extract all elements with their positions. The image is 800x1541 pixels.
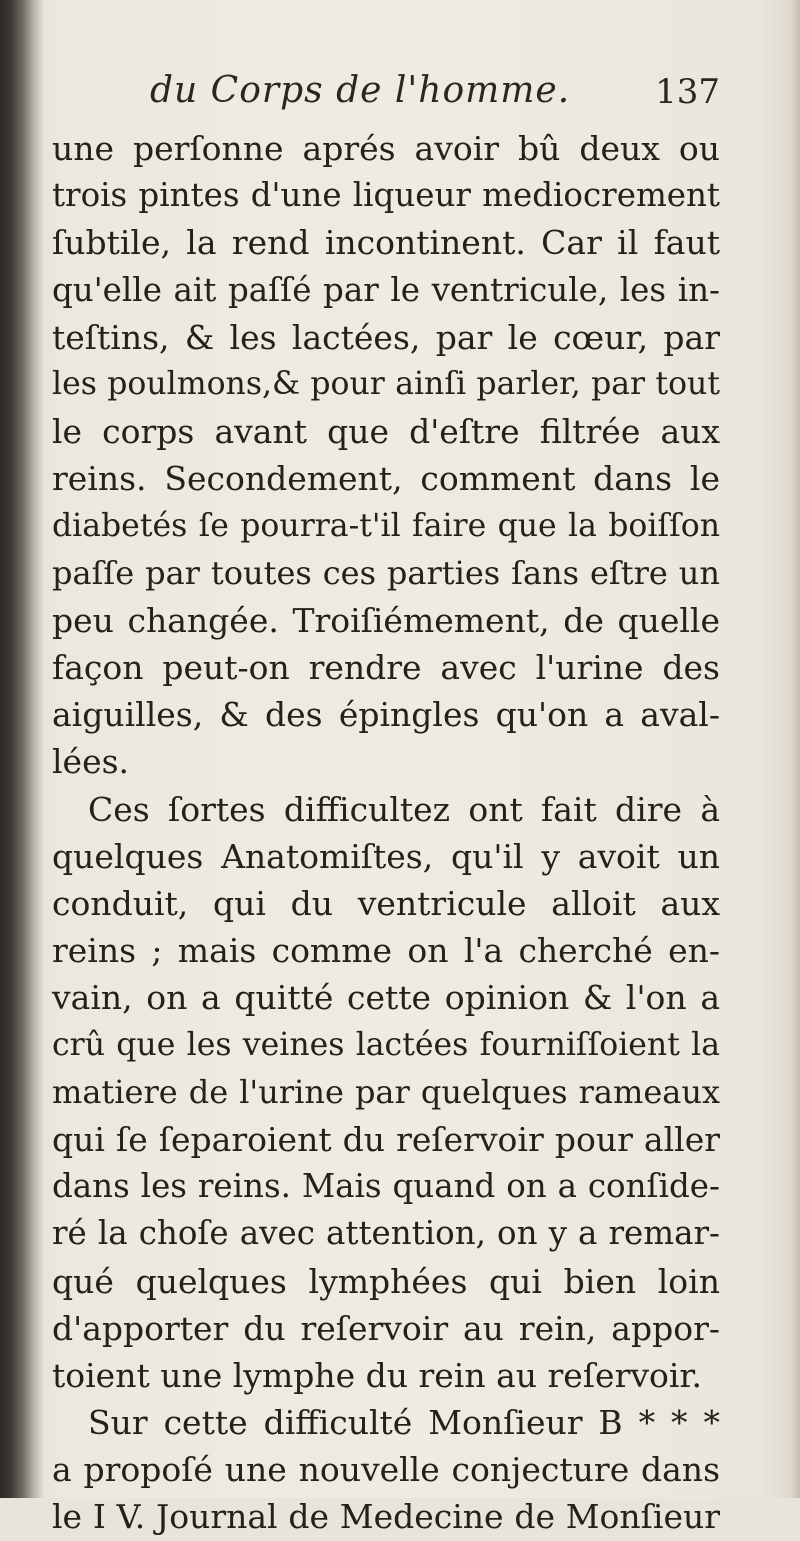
text-line: qué quelques lymphées qui bien loin (52, 1261, 720, 1301)
text-line: matiere de l'urine par quelques rameaux (52, 1072, 720, 1111)
text-line: trois pintes d'une liqueur mediocrement (52, 176, 720, 215)
text-line: conduit, qui du ventricule alloit aux (52, 884, 720, 923)
text-line: crû que les veines lactées fourniſſoient la (52, 1026, 720, 1063)
text-line: aiguilles, & des épingles qu'on a aval- (52, 695, 720, 735)
text-line: diabetés ſe pourra-t'il faire que la boiſſon (52, 507, 720, 544)
text-line: toient une lymphe du rein au reſervoir. (52, 1355, 703, 1395)
text-line: paſſe par toutes ces parties ſans eſtre un (52, 553, 720, 592)
running-title: du Corps de l'homme. (150, 70, 571, 111)
page-binding-shadow (0, 0, 44, 1498)
text-line: dans les reins. Mais quand on a conſide- (52, 1167, 720, 1206)
running-head (150, 70, 720, 120)
text-line: peu changée. Troiſiémement, de quelle (52, 600, 720, 640)
page-number: 137 (655, 72, 720, 112)
text-line: Sur cette difficulté Monſieur B * * * (88, 1403, 720, 1443)
text-line: a propoſé une nouvelle conjecture dans (52, 1450, 720, 1490)
text-line: vain, on a quitté cette opinion & l'on a (52, 978, 720, 1018)
text-line: façon peut-on rendre avec l'urine des (52, 648, 720, 688)
text-line: ré la choſe avec attention, on y a remar- (52, 1214, 720, 1253)
text-line: les poulmons,& pour ainſi parler, par tout (52, 365, 720, 402)
text-line: une perſonne aprés avoir bû deux ou (52, 129, 720, 168)
text-line: d'apporter du reſervoir au rein, appor- (52, 1308, 720, 1348)
text-line: lées. (52, 742, 130, 782)
text-line: le corps avant que d'eſtre filtrée aux (52, 412, 720, 452)
text-line: reins. Secondement, comment dans le (52, 459, 720, 499)
text-line: quelques Anatomiſtes, qu'il y avoit un (52, 836, 720, 876)
text-line: Ces ſortes difficultez ont fait dire à (88, 789, 720, 829)
text-line: le I V. Journal de Medecine de Monſieur (52, 1497, 720, 1537)
page-edge (790, 0, 800, 1498)
text-line: qui ſe ſeparoient du reſervoir pour aller (52, 1119, 720, 1159)
text-line: reins ; mais comme on l'a cherché en- (52, 931, 720, 971)
text-line: qu'elle ait paſſé par le ventricule, les in- (52, 270, 720, 309)
text-line: ſubtile, la rend incontinent. Car il faut (52, 223, 720, 263)
body-text (52, 125, 720, 1541)
text-line: teſtins, & les lactées, par le cœur, par (52, 317, 720, 357)
